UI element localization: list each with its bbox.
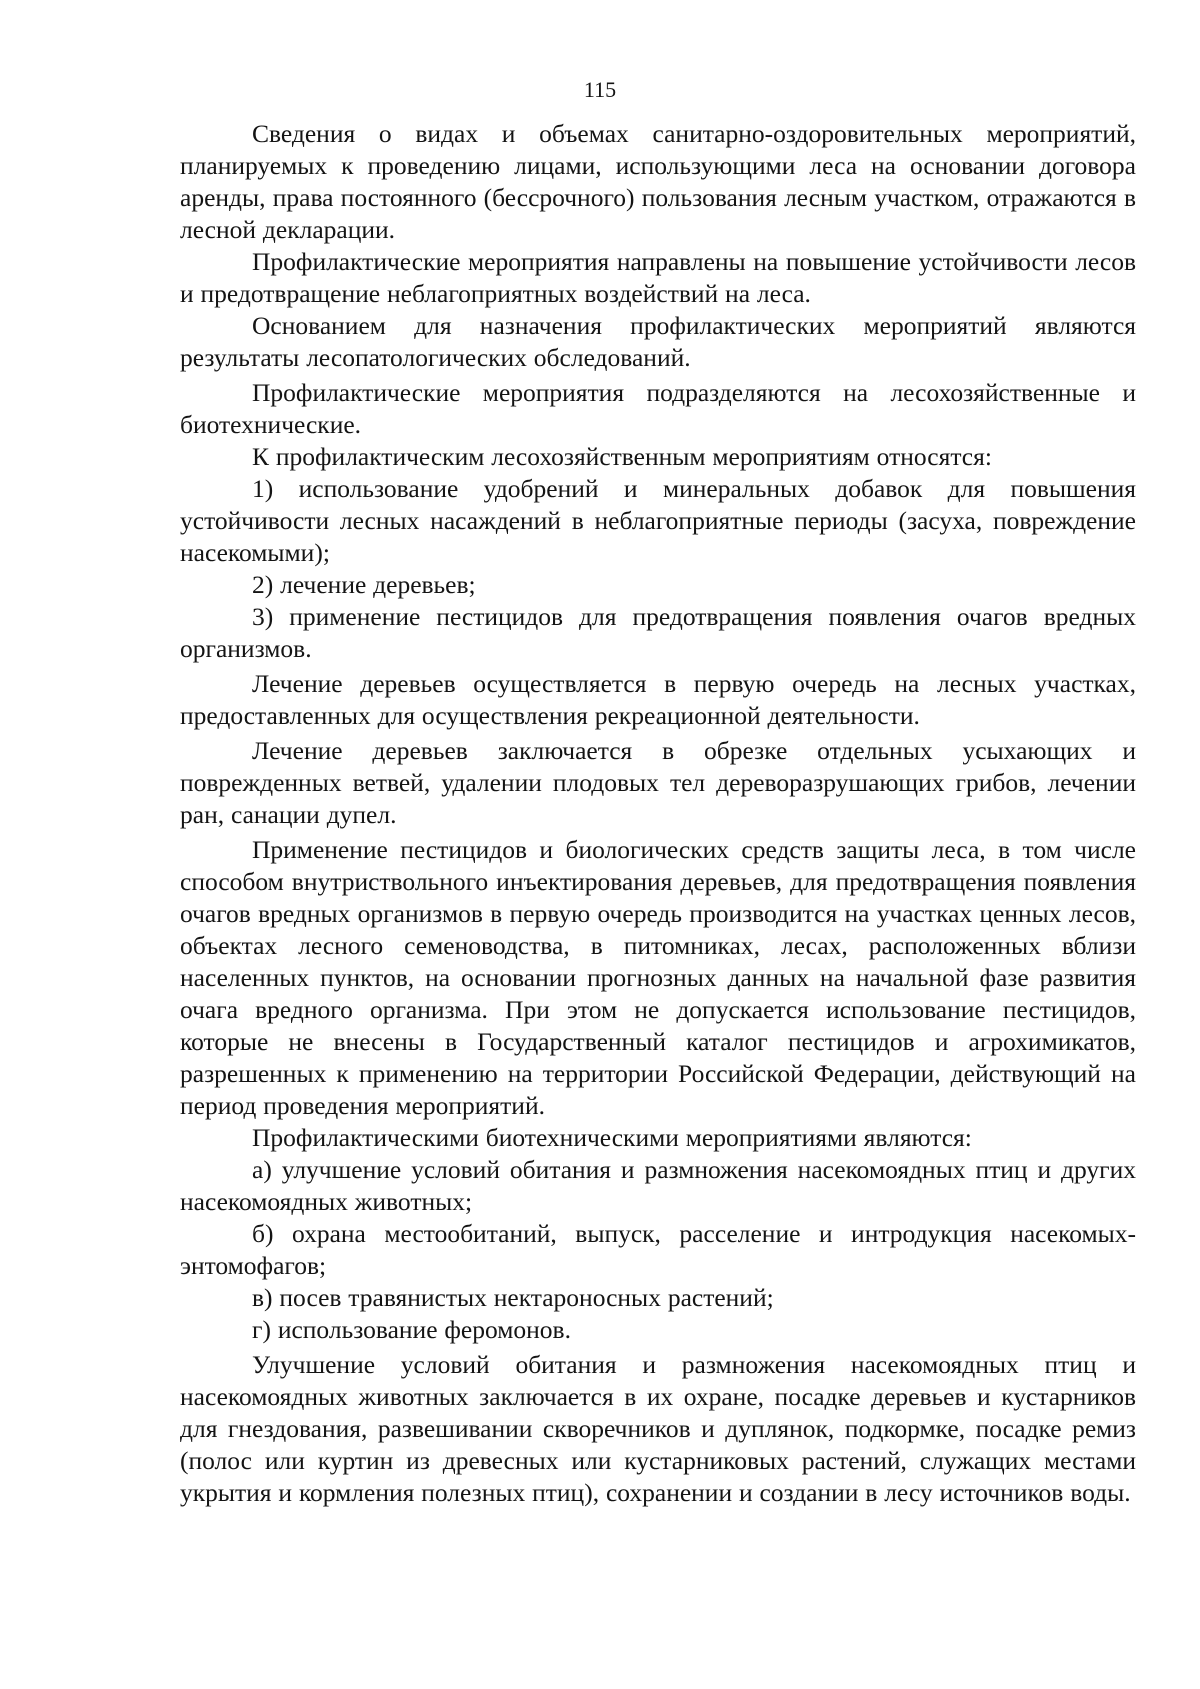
list-item-entomophages: б) охрана местообитаний, выпуск, расселение и интродукция насекомых-энтомофагов; — [180, 1219, 1136, 1280]
list-item-tree-treatment: 2) лечение деревьев; — [252, 570, 476, 599]
paragraph-pesticide-application: Применение пестицидов и биологических средств защиты леса, в том числе способом внутриствольного инъектирования деревьев, для предотвращения появления очагов вредных организмов в первую очередь производится на участках ценных лесов, объектах лесного семеноводства, в питомниках, лесах, расположенных вблизи населенных пунктов, на основании прогнозных данных на начальной фазе развития очага вредного организма. При этом не допускается использование пестицидов, которые не внесены в Государственный каталог пестицидов и агрохимикатов, разрешенных к применению на территории Российской Федерации, действующий на период проведения мероприятий. — [180, 835, 1136, 1120]
list-item-pesticides: 3) применение пестицидов для предотвращения появления очагов вредных организмов. — [180, 602, 1136, 663]
paragraph-declaration: Сведения о видах и объемах санитарно-оздоровительных мероприятий, планируемых к проведению лицами, использующими леса на основании договора аренды, права постоянного (бессрочного) пользования лесным участком, отражаются в лесной декларации. — [180, 119, 1136, 244]
paragraph-treatment-priority: Лечение деревьев осуществляется в первую очередь на лесных участках, предоставленных для осуществления рекреационной деятельности. — [180, 669, 1136, 730]
paragraph-preventive-aim: Профилактические мероприятия направлены на повышение устойчивости лесов и предотвращение неблагоприятных воздействий на леса. — [180, 247, 1136, 308]
paragraph-treatment-methods: Лечение деревьев заключается в обрезке отдельных усыхающих и поврежденных ветвей, удалении плодовых тел дереворазрушающих грибов, лечении ран, санации дупел. — [180, 736, 1136, 829]
paragraph-subdivision: Профилактические мероприятия подразделяются на лесохозяйственные и биотехнические. — [180, 378, 1136, 439]
paragraph-biotech-measures-intro: Профилактическими биотехническими мероприятиями являются: — [252, 1123, 972, 1152]
paragraph-forestry-measures-intro: К профилактическим лесохозяйственным мероприятиям относятся: — [252, 442, 992, 471]
paragraph-basis: Основанием для назначения профилактических мероприятий являются результаты лесопатологических обследований. — [180, 311, 1136, 372]
list-item-nectar-plants: в) посев травянистых нектароносных растений; — [252, 1283, 774, 1312]
list-item-pheromones: г) использование феромонов. — [252, 1315, 571, 1344]
page-number: 115 — [583, 77, 617, 102]
paragraph-habitat-improvement: Улучшение условий обитания и размножения насекомоядных птиц и насекомоядных животных заключается в их охране, посадке деревьев и кустарников для гнездования, развешивании скворечников и дуплянок, подкормке, посадке ремиз (полос или куртин из древесных или кустарниковых растений, служащих местами укрытия и кормления полезных птиц), сохранении и создании в лесу источников воды. — [180, 1350, 1136, 1507]
list-item-fertilizers: 1) использование удобрений и минеральных добавок для повышения устойчивости лесных насаждений в неблагоприятные периоды (засуха, повреждение насекомыми); — [180, 474, 1136, 567]
list-item-birds-habitat: а) улучшение условий обитания и размножения насекомоядных птиц и других насекомоядных животных; — [180, 1155, 1136, 1216]
document-body — [180, 118, 1136, 1509]
